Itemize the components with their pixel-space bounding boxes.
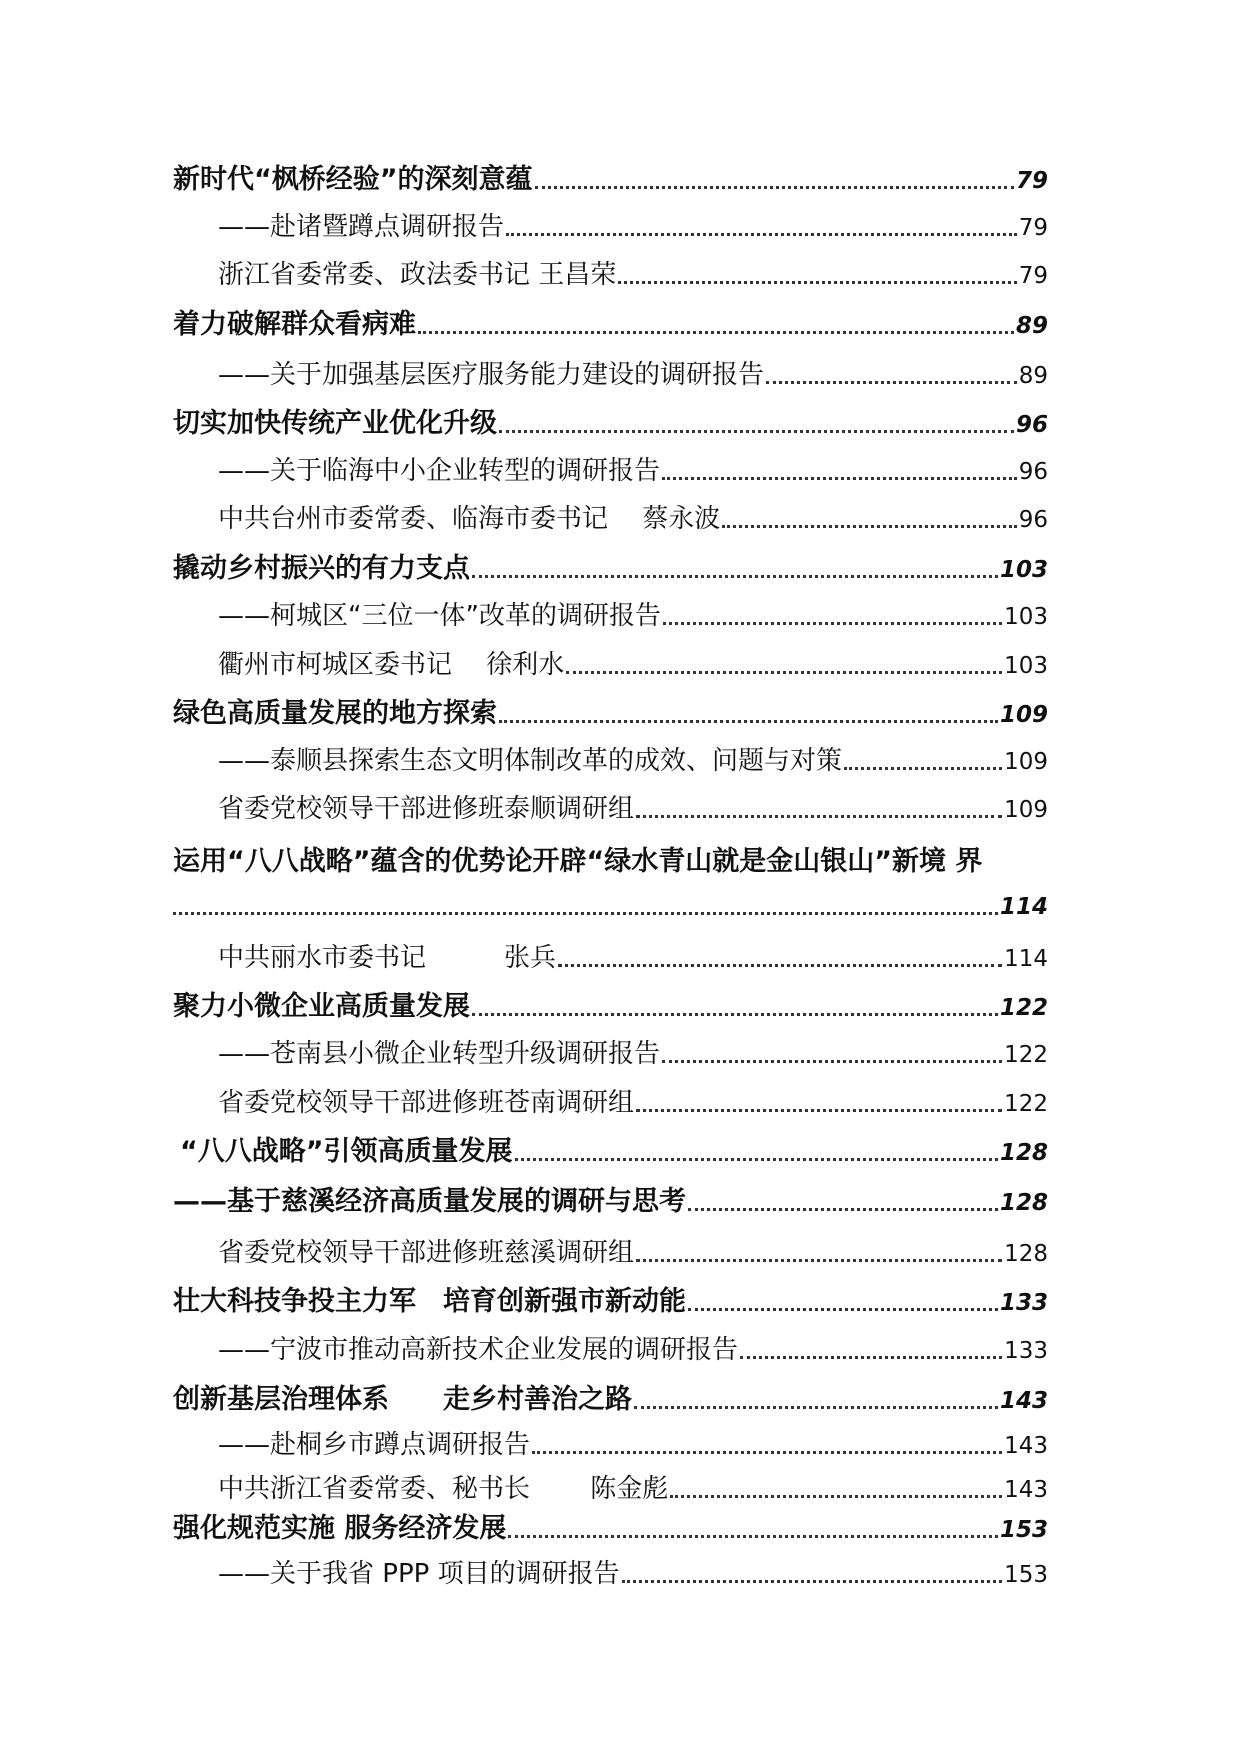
- toc-author[interactable]: [218, 945, 1048, 971]
- toc-subentry[interactable]: [218, 1432, 1048, 1458]
- toc-author[interactable]: [218, 1090, 1048, 1116]
- dot-leader: [662, 1059, 1002, 1063]
- toc-page-number: 109: [999, 702, 1048, 728]
- dot-leader: [662, 476, 1017, 480]
- dot-leader: [636, 814, 1002, 818]
- toc-entry-title: 创新基层治理体系 走乡村善治之路: [173, 1384, 632, 1415]
- dot-leader: [844, 766, 1002, 770]
- toc-entry[interactable]: [173, 555, 1048, 582]
- toc-entry-title: 浙江省委常委、政法委书记 王昌荣: [218, 260, 617, 290]
- dot-leader: [636, 1258, 1002, 1262]
- toc-subentry[interactable]: [218, 1041, 1048, 1067]
- toc-author[interactable]: [218, 1240, 1048, 1266]
- toc-page-number: 103: [1004, 653, 1048, 679]
- toc-entry-title: 衢州市柯城区委书记 徐利水: [218, 650, 565, 680]
- toc-page-number: 128: [999, 1140, 1048, 1166]
- toc-entry-title: 聚力小微企业高质量发展: [173, 991, 470, 1022]
- dot-leader: [722, 524, 1016, 528]
- dot-leader: [418, 330, 1014, 334]
- toc-page-number: 109: [1004, 797, 1048, 823]
- dot-leader: [618, 280, 1016, 284]
- toc-subentry[interactable]: [218, 748, 1048, 774]
- toc-page-number: 109: [1004, 749, 1048, 775]
- toc-page-number: 122: [1004, 1091, 1048, 1117]
- toc-entry-title: 中共丽水市委书记 张兵: [218, 943, 557, 973]
- toc-entry-title: ——苍南县小微企业转型升级调研报告: [218, 1039, 661, 1069]
- toc-entry-title: ——关于临海中小企业转型的调研报告: [218, 456, 661, 486]
- toc-page-number: 122: [1004, 1042, 1048, 1068]
- toc-entry-title: 着力破解群众看病难: [173, 309, 416, 340]
- toc-entry[interactable]: [173, 1188, 1048, 1215]
- toc-entry-title: ——关于我省 PPP 项目的调研报告: [218, 1559, 620, 1589]
- toc-subentry[interactable]: [218, 603, 1048, 629]
- dot-leader: [688, 1307, 998, 1311]
- toc-author[interactable]: [218, 796, 1048, 822]
- dot-leader: [670, 1494, 1002, 1498]
- toc-page-number: 143: [1004, 1477, 1048, 1503]
- toc-entry-title: 省委党校领导干部进修班苍南调研组: [218, 1088, 635, 1118]
- toc-subentry[interactable]: [218, 1337, 1048, 1363]
- toc-entry-continuation: [173, 896, 1048, 919]
- toc-page-number: 96: [1018, 459, 1048, 485]
- toc-entry[interactable]: [173, 993, 1048, 1020]
- toc-page-number: 128: [1004, 1241, 1048, 1267]
- toc-page-number: 122: [999, 995, 1048, 1021]
- toc-author[interactable]: [218, 262, 1048, 288]
- toc-entry-title-long[interactable]: 运用“八八战略”蕴含的优势论开辟“绿水青山就是金山银山”新境 界: [173, 846, 983, 877]
- toc-page-number: 114: [999, 894, 1048, 920]
- dot-leader: [472, 574, 998, 578]
- toc-entry[interactable]: [173, 166, 1048, 193]
- toc-entry-title: 绿色高质量发展的地方探索: [173, 698, 497, 729]
- dot-leader: [499, 429, 1014, 433]
- toc-page-number: 114: [1004, 946, 1048, 972]
- toc-entry[interactable]: [173, 410, 1048, 437]
- toc-entry-title: ——泰顺县探索生态文明体制改革的成效、问题与对策: [218, 746, 843, 776]
- dot-leader: [766, 380, 1017, 384]
- dot-leader: [634, 1405, 998, 1409]
- toc-entry-title: 省委党校领导干部进修班慈溪调研组: [218, 1238, 635, 1268]
- toc-entry-title: 强化规范实施 服务经济发展: [173, 1513, 507, 1544]
- toc-author[interactable]: [218, 1476, 1048, 1502]
- toc-entry[interactable]: [180, 1138, 1048, 1165]
- dot-leader: [740, 1355, 1002, 1359]
- toc-page-number: 133: [999, 1290, 1048, 1316]
- toc-entry-title: 省委党校领导干部进修班泰顺调研组: [218, 794, 635, 824]
- toc-page-number: 128: [999, 1190, 1048, 1216]
- toc-page-number: 89: [1018, 363, 1048, 389]
- toc-subentry[interactable]: [218, 362, 1048, 388]
- dot-leader: [508, 1534, 998, 1538]
- toc-entry[interactable]: [173, 311, 1048, 338]
- dot-leader: [636, 1108, 1002, 1112]
- toc-page-number: 79: [1018, 215, 1048, 241]
- toc-entry[interactable]: [173, 700, 1048, 727]
- toc-entry-title: ——赴诸暨蹲点调研报告: [218, 212, 505, 242]
- toc-entry-title: 新时代“枫桥经验”的深刻意蕴: [173, 164, 533, 195]
- toc-entry-title: ——赴桐乡市蹲点调研报告: [218, 1430, 531, 1460]
- toc-author[interactable]: [218, 506, 1048, 532]
- toc-entry-title: “八八战略”引领高质量发展: [180, 1136, 513, 1167]
- toc-entry[interactable]: [173, 1515, 1048, 1542]
- toc-page-number: 96: [1018, 507, 1048, 533]
- toc-entry[interactable]: [173, 1386, 1048, 1413]
- toc-page-number: 103: [999, 557, 1048, 583]
- toc-entry-title: 撬动乡村振兴的有力支点: [173, 553, 470, 584]
- toc-subentry[interactable]: [218, 214, 1048, 240]
- dot-leader: [499, 719, 998, 723]
- toc-page-number: 153: [1004, 1562, 1048, 1588]
- dot-leader: [515, 1157, 998, 1161]
- dot-leader: [173, 911, 998, 915]
- dot-leader: [472, 1012, 998, 1016]
- dot-leader: [688, 1207, 998, 1211]
- toc-entry-title: ——基于慈溪经济高质量发展的调研与思考: [173, 1186, 686, 1217]
- toc-entry-title: 中共台州市委常委、临海市委书记 蔡永波: [218, 504, 721, 534]
- dot-leader: [566, 670, 1002, 674]
- toc-entry[interactable]: [173, 1288, 1048, 1315]
- toc-page-number: 96: [1015, 412, 1048, 438]
- toc-page-number: 79: [1018, 263, 1048, 289]
- toc-page-number: 153: [999, 1517, 1048, 1543]
- toc-entry-title: 切实加快传统产业优化升级: [173, 408, 497, 439]
- dot-leader: [558, 963, 1002, 967]
- toc-subentry[interactable]: [218, 458, 1048, 484]
- toc-entry-title: ——柯城区“三位一体”改革的调研报告: [218, 601, 661, 631]
- toc-page-number: 133: [1004, 1338, 1048, 1364]
- dot-leader: [532, 1450, 1002, 1454]
- toc-page-number: 143: [999, 1388, 1048, 1414]
- dot-leader: [622, 1579, 1003, 1583]
- toc-page-number: 143: [1004, 1433, 1048, 1459]
- toc-entry-title: 中共浙江省委常委、秘书长 陈金彪: [218, 1474, 669, 1504]
- toc-page-number: 103: [1004, 604, 1048, 630]
- dot-leader: [506, 232, 1017, 236]
- toc-page-number: 89: [1015, 313, 1048, 339]
- dot-leader: [535, 185, 1014, 189]
- dot-leader: [663, 621, 1002, 625]
- toc-page-number: 79: [1015, 168, 1048, 194]
- toc-subentry[interactable]: [218, 1561, 1048, 1587]
- toc-author[interactable]: [218, 652, 1048, 678]
- toc-entry-title: ——关于加强基层医疗服务能力建设的调研报告: [218, 360, 765, 390]
- toc-entry-title: ——宁波市推动高新技术企业发展的调研报告: [218, 1335, 739, 1365]
- toc-entry-title: 壮大科技争投主力军 培育创新强市新动能: [173, 1286, 686, 1317]
